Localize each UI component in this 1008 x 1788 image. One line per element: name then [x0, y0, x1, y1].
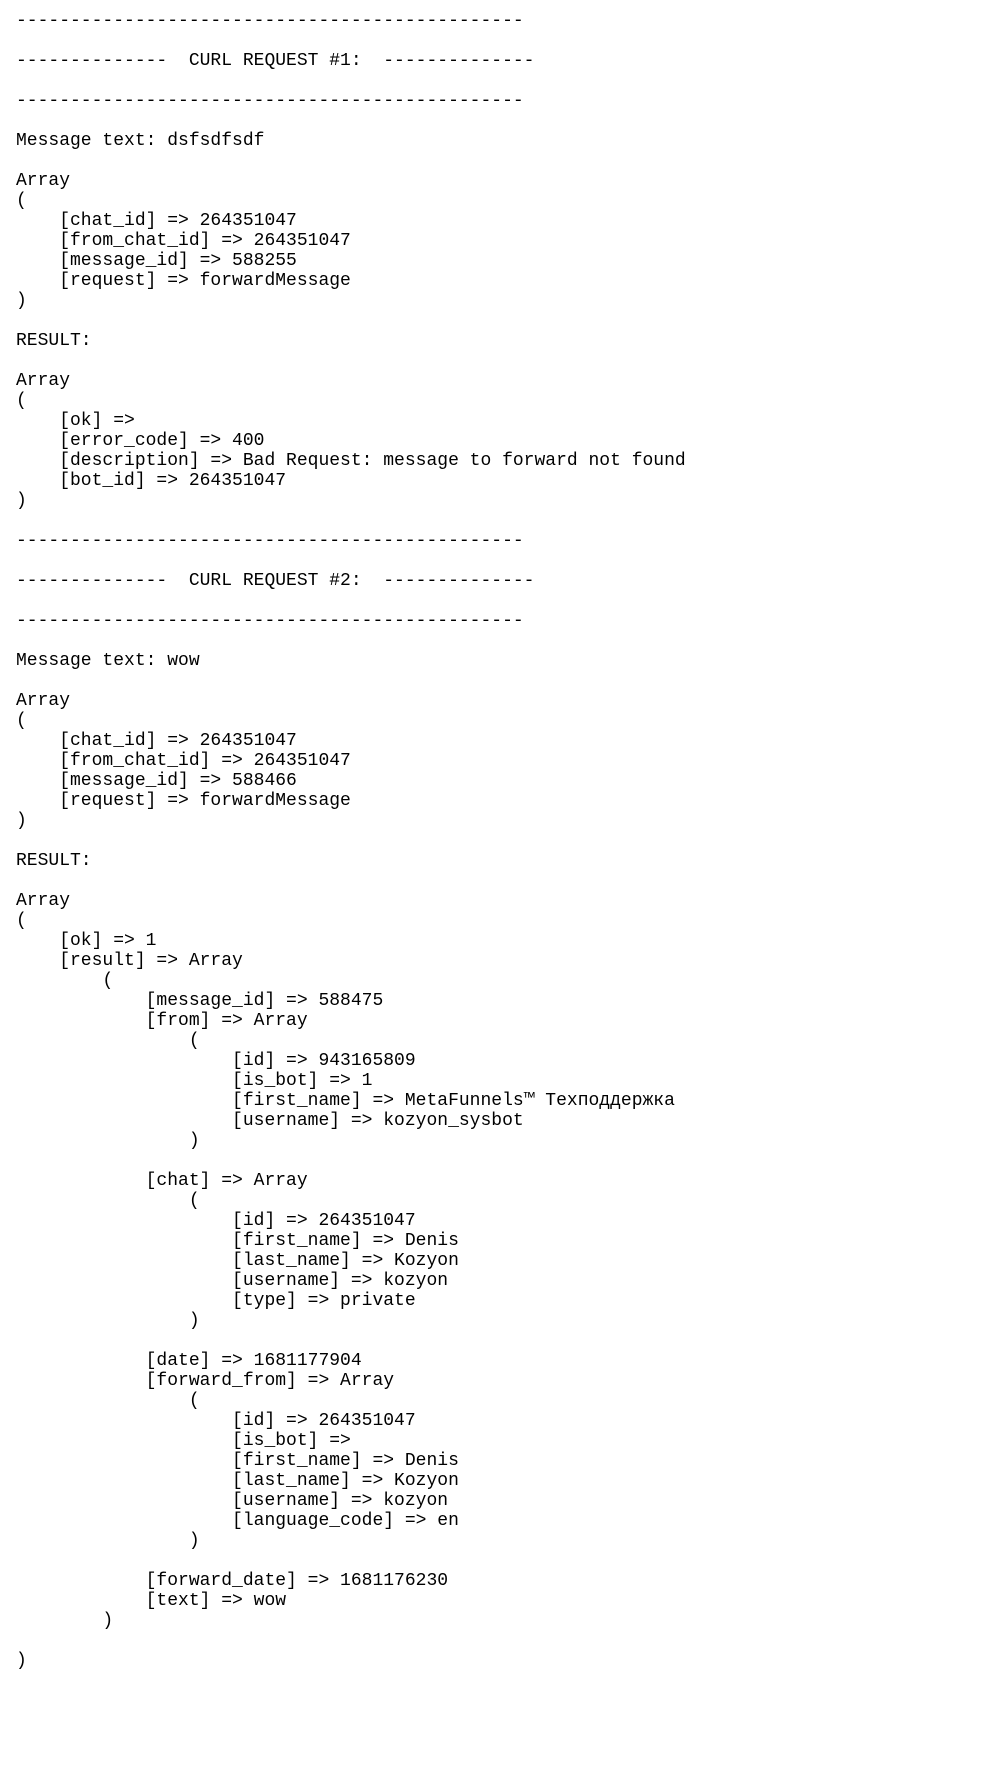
output-line: [date] => 1681177904	[16, 1351, 362, 1371]
output-line: [error_code] => 400	[16, 431, 265, 451]
output-line: [request] => forwardMessage	[16, 271, 351, 291]
output-line: [last_name] => Kozyon	[16, 1471, 459, 1491]
output-line: [from_chat_id] => 264351047	[16, 231, 351, 251]
output-line: (	[16, 711, 27, 731]
output-line: RESULT:	[16, 331, 92, 351]
output-line: (	[16, 191, 27, 211]
output-line: [request] => forwardMessage	[16, 791, 351, 811]
output-line: [is_bot] => 1	[16, 1071, 373, 1091]
output-line: )	[16, 811, 27, 831]
output-line: -------------- CURL REQUEST #1: --------------	[16, 51, 535, 71]
output-line: Array	[16, 371, 71, 391]
output-line: (	[16, 1031, 200, 1051]
output-line: [forward_date] => 1681176230	[16, 1571, 449, 1591]
output-line: (	[16, 911, 27, 931]
output-line: [is_bot] =>	[16, 1431, 362, 1451]
output-line: RESULT:	[16, 851, 92, 871]
output-line: [bot_id] => 264351047	[16, 471, 287, 491]
output-line: -----------------------------------------------	[16, 11, 524, 31]
output-line: )	[16, 1531, 200, 1551]
output-line: [from_chat_id] => 264351047	[16, 751, 351, 771]
output-line: [username] => kozyon	[16, 1491, 449, 1511]
output-line: [language_code] => en	[16, 1511, 459, 1531]
output-line: Array	[16, 171, 71, 191]
output-line: [first_name] => Denis	[16, 1451, 459, 1471]
output-line: [id] => 264351047	[16, 1411, 416, 1431]
output-line: [id] => 943165809	[16, 1051, 416, 1071]
output-line: [username] => kozyon	[16, 1271, 449, 1291]
output-line: [forward_from] => Array	[16, 1371, 395, 1391]
output-line: [ok] =>	[16, 411, 146, 431]
output-line: Array	[16, 691, 71, 711]
output-line: )	[16, 1611, 114, 1631]
output-line: [type] => private	[16, 1291, 416, 1311]
output-line: -----------------------------------------------	[16, 91, 524, 111]
output-line: -----------------------------------------------	[16, 531, 524, 551]
output-line: )	[16, 1311, 200, 1331]
output-line: [description] => Bad Request: message to forward not found	[16, 451, 686, 471]
output-line: Array	[16, 891, 71, 911]
output-line: [from] => Array	[16, 1011, 308, 1031]
output-line: )	[16, 491, 27, 511]
output-line: (	[16, 1191, 200, 1211]
output-line: -------------- CURL REQUEST #2: --------------	[16, 571, 535, 591]
output-line: [first_name] => Denis	[16, 1231, 459, 1251]
output-line: )	[16, 1131, 200, 1151]
output-line: [result] => Array	[16, 951, 243, 971]
output-line: (	[16, 1391, 200, 1411]
output-line: [chat_id] => 264351047	[16, 211, 297, 231]
output-line: [chat] => Array	[16, 1171, 308, 1191]
output-line: -----------------------------------------------	[16, 611, 524, 631]
output-line: [message_id] => 588255	[16, 251, 297, 271]
output-line: )	[16, 1651, 27, 1671]
output-line: [message_id] => 588475	[16, 991, 384, 1011]
output-line: (	[16, 391, 27, 411]
output-line: [text] => wow	[16, 1591, 287, 1611]
output-line: (	[16, 971, 114, 991]
output-line: [message_id] => 588466	[16, 771, 297, 791]
output-line: [first_name] => MetaFunnels™ Техподдержка	[16, 1091, 675, 1111]
output-line: [username] => kozyon_sysbot	[16, 1111, 524, 1131]
output-line: [chat_id] => 264351047	[16, 731, 297, 751]
output-line: )	[16, 291, 27, 311]
output-line: Message text: dsfsdfsdf	[16, 131, 265, 151]
output-line: [last_name] => Kozyon	[16, 1251, 459, 1271]
output-line: [ok] => 1	[16, 931, 157, 951]
output-line: Message text: wow	[16, 651, 200, 671]
output-line: [id] => 264351047	[16, 1211, 416, 1231]
